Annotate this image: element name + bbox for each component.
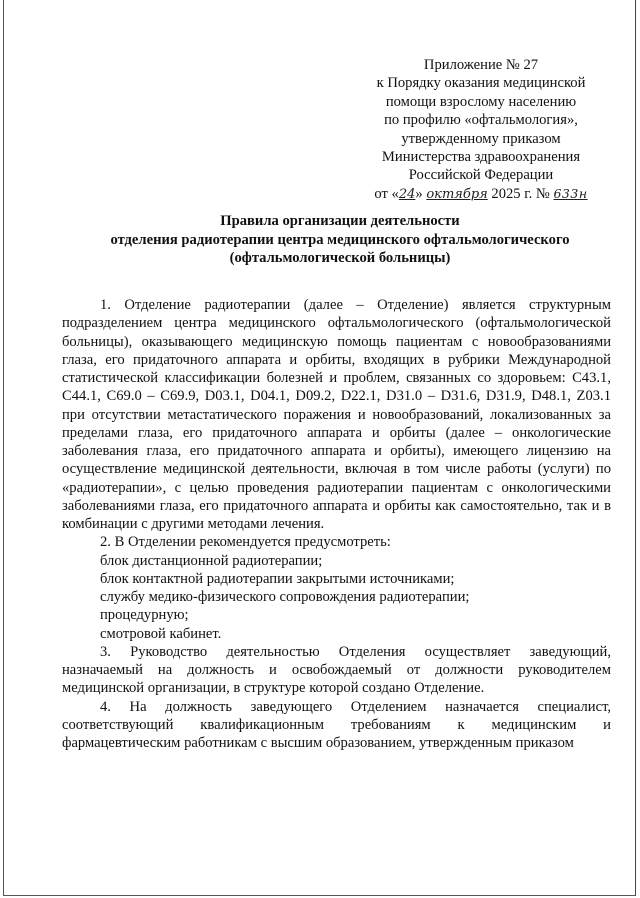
paragraph-3: 3. Руководство деятельностью Отделения осуществляет заведующий, назначаемый на должность и освобождаемый от должности руководителем медицинской организации, в структуре которой создано Отделение.	[62, 643, 611, 697]
handwritten-order-number: 633н	[553, 185, 588, 201]
title-line-3: (офтальмологической больницы)	[229, 250, 451, 266]
appendix-number: Приложение № 27	[423, 57, 539, 73]
appendix-line: Российской Федерации	[408, 167, 554, 184]
list-item: смотровой кабинет.	[100, 625, 222, 642]
list-item: блок дистанционной радиотерапии;	[100, 552, 323, 569]
title-line-2: отделения радиотерапии центра медицинского офтальмологического	[110, 231, 570, 248]
paragraph-4: 4. На должность заведующего Отделением назначается специалист, соответствующий квалификационным требованиям к медицинским и фармацевтическим работникам с высшим образованием, утвержденным приказом	[62, 698, 611, 751]
appendix-line: помощи взрослому населению	[385, 93, 577, 110]
list-item: процедурную;	[100, 607, 189, 624]
handwritten-month: октября	[426, 186, 488, 202]
list-item: блок контактной радиотерапии закрытыми источниками;	[100, 570, 455, 587]
list-item: службу медико-физического сопровождения радиотерапии;	[100, 589, 470, 605]
document-title	[40, 212, 640, 268]
appendix-line: к Порядку оказания медицинской	[376, 75, 586, 92]
title-line-1: Правила организации деятельности	[220, 213, 460, 229]
appendix-line: по профилю «офтальмология»,	[384, 112, 578, 129]
paragraph-1: 1. Отделение радиотерапии (далее – Отделение) является структурным подразделением центра медицинского офтальмологического (офтальмологической больницы), оказывающего медицинскую помощь пациентам с новообразованиями глаза, его придаточного аппарата и орбиты, входящих в рубрики Международной статистической классификации болезней и проблем, связанных со здоровьем: C43.1, C44.1, C69.0 – C69.9, D03.1, D04.1, D09.2, D22.1, D31.0 – D31.6, D31.9, D48.1, Z03.1 при отсутствии метастатического поражения и новообразований, локализованных за пределами глаза, его придаточного аппарата и орбиты (далее – онкологические заболевания глаза, его придаточного аппарата и орбиты), имеющего лицензию на осуществление медицинской деятельности, включая в том числе работы (услуги) по «радиотерапии», с целью проведения радиотерапии пациентам с онкологическими заболеваниями глаза, его придаточного аппарата и орбиты как самостоятельно, так и в комбинации с другими методами лечения.	[62, 297, 611, 532]
handwritten-day: 24	[398, 186, 416, 202]
document-body	[62, 296, 611, 752]
order-date-line	[348, 185, 614, 204]
appendix-line: утвержденному приказом	[401, 130, 561, 147]
date-separator: »	[415, 185, 423, 202]
date-year: 2025 г. №	[491, 185, 550, 202]
date-prefix: от «	[374, 185, 399, 202]
appendix-line: Министерства здравоохранения	[381, 149, 581, 166]
appendix-header	[348, 56, 614, 204]
paragraph-2: 2. В Отделении рекомендуется предусмотреть:	[100, 534, 391, 551]
